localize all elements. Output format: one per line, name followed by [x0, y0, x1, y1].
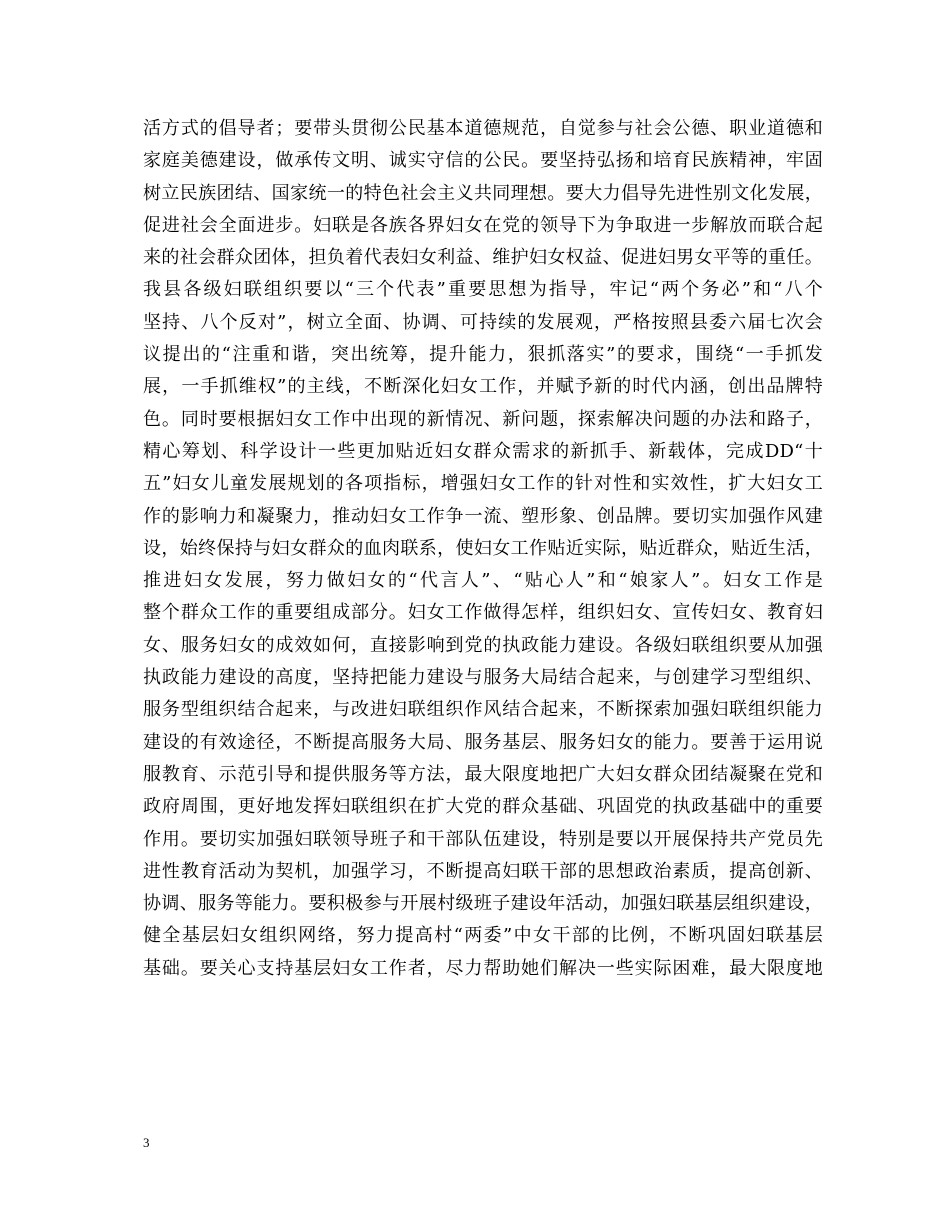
text-line: 建设的有效途径，不断提高服务大局、服务基层、服务妇女的能力。要善于运用说: [143, 731, 823, 753]
text-line: 议提出的“注重和谐，突出统筹，提升能力，狠抓落实”的要求，围绕“一手抓发: [143, 344, 823, 366]
text-line: 作用。要切实加强妇联领导班子和干部队伍建设，特别是要以开展保持共产党员先: [143, 828, 823, 850]
text-line: 协调、服务等能力。要积极参与开展村级班子建设年活动，加强妇联基层组织建设，: [143, 893, 823, 915]
text-line: 色。同时要根据妇女工作中出现的新情况、新问题，探索解决问题的办法和路子，: [143, 408, 823, 430]
text-line: 基础。要关心支持基层妇女工作者，尽力帮助她们解决一些实际困难，最大限度地: [143, 957, 823, 979]
text-line: 执政能力建设的高度，坚持把能力建设与服务大局结合起来，与创建学习型组织、: [143, 667, 823, 689]
text-line: 五”妇女儿童发展规划的各项指标，增强妇女工作的针对性和实效性，扩大妇女工: [143, 473, 823, 495]
text-line: 树立民族团结、国家统一的特色社会主义共同理想。要大力倡导先进性别文化发展，: [143, 182, 823, 204]
page-number: 3: [143, 1135, 150, 1150]
text-line: 服务型组织结合起来，与改进妇联组织作风结合起来，不断探索加强妇联组织能力: [143, 699, 823, 721]
text-line: 作的影响力和凝聚力，推动妇女工作争一流、塑形象、创品牌。要切实加强作风建: [143, 505, 823, 527]
text-line: 促进社会全面进步。妇联是各族各界妇女在党的领导下为争取进一步解放而联合起: [143, 214, 823, 236]
text-line: 坚持、八个反对”，树立全面、协调、可持续的发展观，严格按照县委六届七次会: [143, 311, 823, 333]
text-line: 来的社会群众团体，担负着代表妇女利益、维护妇女权益、促进妇男女平等的重任。: [143, 247, 823, 269]
text-line: 女、服务妇女的成效如何，直接影响到党的执政能力建设。各级妇联组织要从加强: [143, 634, 823, 656]
text-line: 活方式的倡导者；要带头贯彻公民基本道德规范，自觉参与社会公德、职业道德和: [143, 118, 823, 139]
text-line: 政府周围，更好地发挥妇联组织在扩大党的群众基础、巩固党的执政基础中的重要: [143, 796, 823, 818]
text-line: 服教育、示范引导和提供服务等方法，最大限度地把广大妇女群众团结凝聚在党和: [143, 763, 823, 785]
body-text: [143, 113, 823, 985]
text-line: 我县各级妇联组织要以“三个代表”重要思想为指导，牢记“两个务必”和“八个: [143, 279, 823, 301]
text-line: 家庭美德建设，做承传文明、诚实守信的公民。要坚持弘扬和培育民族精神，牢固: [143, 150, 823, 172]
text-line: 健全基层妇女组织网络，努力提高村“两委”中女干部的比例，不断巩固妇联基层: [143, 925, 823, 947]
text-line: 进性教育活动为契机，加强学习，不断提高妇联干部的思想政治素质，提高创新、: [143, 860, 823, 882]
text-line: 精心筹划、科学设计一些更加贴近妇女群众需求的新抓手、新载体，完成DD“十: [143, 440, 823, 462]
text-line: 整个群众工作的重要组成部分。妇女工作做得怎样，组织妇女、宣传妇女、教育妇: [143, 602, 823, 624]
text-line: 展，一手抓维权”的主线，不断深化妇女工作，并赋予新的时代内涵，创出品牌特: [143, 376, 823, 398]
text-line: 设，始终保持与妇女群众的血肉联系，使妇女工作贴近实际，贴近群众，贴近生活，: [143, 537, 823, 559]
text-line: 推进妇女发展，努力做妇女的“代言人”、“贴心人”和“娘家人”。妇女工作是: [143, 570, 823, 592]
